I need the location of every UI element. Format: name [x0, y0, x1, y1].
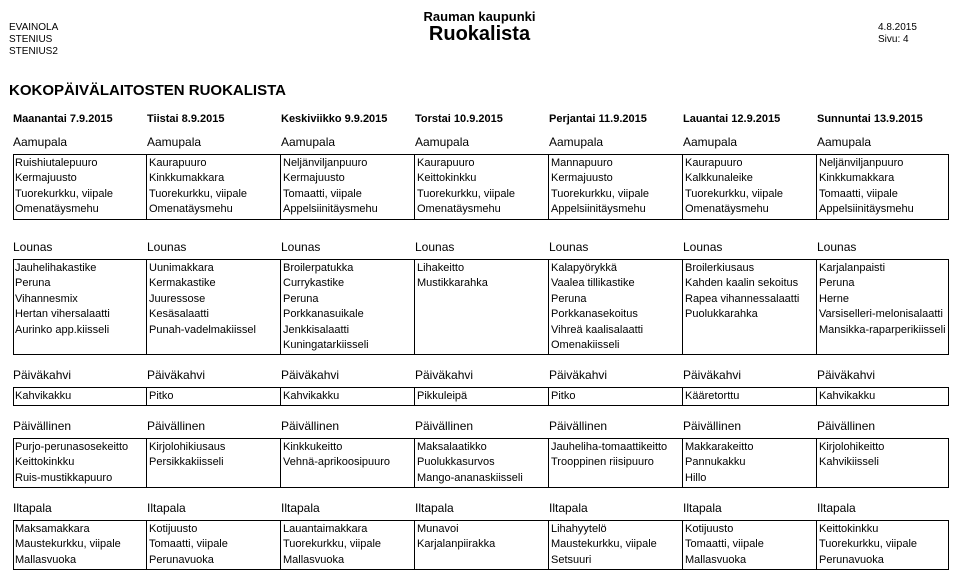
menu-item: Appelsiinitäysmehu	[283, 203, 378, 216]
meal-label: Päiväkahvi	[147, 368, 206, 382]
day-header: Lauantai 12.9.2015	[683, 113, 781, 125]
menu-item: Kahvikakku	[283, 390, 340, 402]
menu-item: Pikkuleipä	[417, 390, 468, 402]
menu-item: Juuressose	[149, 292, 206, 305]
meal-label: Aamupala	[13, 135, 68, 149]
menu-item: Vehnä-aprikoosipuuro	[283, 456, 391, 469]
menu-item: Peruna	[551, 292, 587, 305]
meal-grid	[13, 520, 949, 570]
menu-item: Kermajuusto	[551, 172, 613, 185]
meal-label: Aamupala	[415, 135, 470, 149]
menu-item: Tuorekurkku, viipale	[417, 187, 516, 200]
org-name: Rauman kaupunki	[423, 9, 536, 24]
menu-item: Munavoi	[417, 523, 459, 535]
meal-label: Päivällinen	[13, 419, 72, 433]
menu-item: Tuorekurkku, viipale	[685, 187, 784, 200]
document-title: Ruokalista	[428, 23, 531, 45]
day-header: Sunnuntai 13.9.2015	[817, 113, 923, 125]
page-number: Sivu: 4	[878, 34, 909, 45]
meal-grid	[13, 259, 949, 355]
column-divider	[682, 155, 683, 219]
menu-item: Maustekurkku, viipale	[15, 538, 121, 551]
menu-item: Kahvikakku	[819, 390, 876, 402]
menu-item: Jauheliha-tomaattikeitto	[551, 441, 668, 453]
column-divider	[146, 260, 147, 354]
meal-label: Lounas	[281, 240, 321, 254]
menu-item: Porkkanasuikale	[283, 308, 364, 321]
menu-item: Kaurapuuro	[685, 157, 743, 169]
menu-item: Ruis-mustikkapuuro	[15, 471, 113, 484]
menu-item: Mansikka-raparperikiisseli	[819, 323, 946, 336]
column-divider	[682, 521, 683, 569]
menu-item: Kermajuusto	[15, 172, 77, 185]
menu-item: Tomaatti, viipale	[283, 187, 362, 200]
menu-item: Tuorekurkku, viipale	[283, 538, 382, 551]
meal-label: Päivällinen	[549, 419, 608, 433]
menu-item: Puolukkarahka	[685, 308, 758, 321]
meal-grid	[13, 154, 949, 220]
meal-label: Päiväkahvi	[683, 368, 742, 382]
menu-item: Punah-vadelmakiissel	[149, 323, 256, 336]
menu-item: Kirjolohikeitto	[819, 441, 885, 453]
menu-item: Omenatäysmehu	[685, 203, 769, 216]
meal-label: Päiväkahvi	[415, 368, 474, 382]
column-divider	[682, 388, 683, 405]
column-divider	[280, 155, 281, 219]
day-header: Tiistai 8.9.2015	[147, 113, 225, 125]
menu-item: Mannapuuro	[551, 157, 613, 169]
meal-label: Päivällinen	[817, 419, 876, 433]
menu-item: Omenakiisseli	[551, 339, 620, 351]
meal-label: Päivällinen	[415, 419, 474, 433]
menu-item: Rapea vihannessalaatti	[685, 292, 800, 305]
menu-item: Hillo	[685, 471, 707, 484]
menu-item: Kotijuusto	[149, 523, 198, 535]
column-divider	[414, 439, 415, 487]
header-location: STENIUS2	[9, 46, 58, 57]
menu-item: Vihreä kaalisalaatti	[551, 323, 644, 336]
column-divider	[280, 388, 281, 405]
menu-item: Kaurapuuro	[149, 157, 207, 169]
column-divider	[548, 260, 549, 354]
meal-label: Päiväkahvi	[13, 368, 72, 382]
menu-item: Kermakastike	[149, 277, 216, 290]
menu-item: Keittokinkku	[819, 523, 879, 535]
menu-item: Broilerpatukka	[283, 262, 354, 274]
menu-item: Tomaatti, viipale	[149, 538, 228, 551]
menu-item: Currykastike	[283, 277, 345, 290]
menu-item: Aurinko app.kiisseli	[15, 323, 110, 336]
menu-item: Lauantaimakkara	[283, 523, 368, 535]
menu-item: Omenatäysmehu	[149, 203, 233, 216]
menu-item: Kinkkukeitto	[283, 441, 343, 453]
menu-item: Kahvikakku	[15, 390, 72, 402]
menu-item: Puolukkasurvos	[417, 456, 495, 469]
menu-item: Mallasvuoka	[15, 553, 77, 566]
column-divider	[816, 260, 817, 354]
menu-item: Broilerkiusaus	[685, 262, 755, 274]
menu-item: Lihakeitto	[417, 262, 465, 274]
day-header: Perjantai 11.9.2015	[549, 113, 647, 125]
menu-item: Makkarakeitto	[685, 441, 754, 453]
menu-item: Peruna	[15, 277, 51, 290]
menu-item: Uunimakkara	[149, 262, 214, 274]
column-divider	[146, 439, 147, 487]
meal-label: Iltapala	[13, 501, 52, 515]
menu-item: Kalkkunaleike	[685, 172, 753, 185]
menu-item: Hertan vihersalaatti	[15, 308, 110, 321]
meal-label: Lounas	[415, 240, 455, 254]
menu-item: Mango-ananaskiisseli	[417, 471, 523, 484]
menu-item: Neljänviljanpuuro	[283, 157, 368, 169]
menu-item: Ruishiutalepuuro	[15, 157, 98, 169]
menu-item: Kuningatarkiisseli	[283, 339, 369, 351]
menu-item: Kinkkumakkara	[149, 172, 225, 185]
menu-item: Mustikkarahka	[417, 277, 488, 290]
print-date: 4.8.2015	[878, 22, 917, 33]
column-divider	[146, 155, 147, 219]
menu-item: Omenatäysmehu	[417, 203, 501, 216]
menu-item: Pitko	[551, 390, 576, 402]
menu-item: Varsiselleri-melonisalaatti	[819, 308, 943, 321]
menu-item: Maksamakkara	[15, 523, 90, 535]
column-divider	[280, 521, 281, 569]
meal-grid	[13, 438, 949, 488]
header-location: EVAINOLA	[9, 22, 59, 33]
column-divider	[682, 439, 683, 487]
menu-item: Kahden kaalin sekoitus	[685, 277, 799, 290]
menu-item: Tuorekurkku, viipale	[819, 538, 918, 551]
meal-label: Aamupala	[549, 135, 604, 149]
column-divider	[816, 521, 817, 569]
menu-item: Karjalanpiirakka	[417, 538, 496, 551]
meal-label: Iltapala	[147, 501, 186, 515]
meal-label: Aamupala	[683, 135, 738, 149]
menu-item: Mallasvuoka	[685, 553, 747, 566]
column-divider	[280, 439, 281, 487]
meal-grid	[13, 387, 949, 406]
meal-label: Päivällinen	[147, 419, 206, 433]
menu-item: Tomaatti, viipale	[685, 538, 764, 551]
menu-item: Kotijuusto	[685, 523, 734, 535]
meal-label: Lounas	[817, 240, 857, 254]
meal-label: Aamupala	[147, 135, 202, 149]
meal-label: Päivällinen	[683, 419, 742, 433]
menu-item: Jauhelihakastike	[15, 262, 97, 274]
menu-item: Appelsiinitäysmehu	[819, 203, 914, 216]
column-divider	[548, 439, 549, 487]
menu-item: Maustekurkku, viipale	[551, 538, 657, 551]
meal-label: Päiväkahvi	[281, 368, 340, 382]
menu-item: Lihahyytelö	[551, 523, 607, 535]
day-header: Keskiviikko 9.9.2015	[281, 113, 388, 125]
column-divider	[816, 155, 817, 219]
menu-item: Trooppinen riisipuuro	[551, 456, 654, 469]
meal-label: Aamupala	[817, 135, 872, 149]
menu-item: Vihannesmix	[15, 292, 78, 305]
column-divider	[816, 388, 817, 405]
menu-item: Omenatäysmehu	[15, 203, 99, 216]
menu-item: Kalapyörykkä	[551, 262, 618, 274]
column-divider	[548, 388, 549, 405]
column-divider	[414, 260, 415, 354]
day-header: Torstai 10.9.2015	[415, 113, 503, 125]
menu-item: Kääretorttu	[685, 390, 740, 402]
meal-label: Iltapala	[281, 501, 320, 515]
menu-item: Kirjolohikiusaus	[149, 441, 226, 453]
meal-label: Iltapala	[549, 501, 588, 515]
menu-item: Maksalaatikko	[417, 441, 487, 453]
meal-label: Lounas	[147, 240, 187, 254]
menu-item: Kermajuusto	[283, 172, 345, 185]
header-location: STENIUS	[9, 34, 53, 45]
menu-item: Pannukakku	[685, 456, 746, 469]
menu-item: Setsuuri	[551, 553, 592, 566]
menu-item: Neljänviljanpuuro	[819, 157, 904, 169]
menu-item: Kinkkumakkara	[819, 172, 895, 185]
menu-item: Kahvikiisseli	[819, 456, 879, 469]
menu-item: Kaurapuuro	[417, 157, 475, 169]
column-divider	[682, 260, 683, 354]
menu-item: Herne	[819, 292, 849, 305]
menu-item: Porkkanasekoitus	[551, 308, 638, 321]
menu-item: Perunavuoka	[819, 553, 884, 566]
menu-item: Pitko	[149, 390, 174, 402]
meal-label: Päiväkahvi	[817, 368, 876, 382]
column-divider	[548, 521, 549, 569]
menu-item: Kesäsalaatti	[149, 308, 209, 321]
column-divider	[548, 155, 549, 219]
menu-item: Karjalanpaisti	[819, 262, 886, 274]
column-divider	[414, 388, 415, 405]
meal-label: Lounas	[683, 240, 723, 254]
column-divider	[280, 260, 281, 354]
meal-label: Lounas	[13, 240, 53, 254]
menu-item: Jenkkisalaatti	[283, 323, 350, 336]
menu-item: Tomaatti, viipale	[819, 187, 898, 200]
meal-label: Päiväkahvi	[549, 368, 608, 382]
column-divider	[414, 521, 415, 569]
menu-item: Purjo-perunasosekeitto	[15, 441, 129, 453]
column-divider	[146, 521, 147, 569]
menu-item: Tuorekurkku, viipale	[149, 187, 248, 200]
menu-item: Tuorekurkku, viipale	[551, 187, 650, 200]
menu-item: Keittokinkku	[15, 456, 75, 469]
day-header: Maanantai 7.9.2015	[13, 113, 113, 125]
meal-label: Lounas	[549, 240, 589, 254]
header-meta	[878, 22, 917, 46]
meal-label: Iltapala	[683, 501, 722, 515]
menu-item: Keittokinkku	[417, 172, 477, 185]
column-divider	[816, 439, 817, 487]
column-divider	[414, 155, 415, 219]
menu-item: Vaalea tillikastike	[551, 277, 635, 290]
menu-item: Peruna	[283, 292, 319, 305]
menu-item: Tuorekurkku, viipale	[15, 187, 114, 200]
menu-item: Mallasvuoka	[283, 553, 345, 566]
menu-item: Persikkakiisseli	[149, 456, 224, 469]
meal-label: Päivällinen	[281, 419, 340, 433]
column-divider	[146, 388, 147, 405]
menu-item: Appelsiinitäysmehu	[551, 203, 646, 216]
meal-label: Iltapala	[817, 501, 856, 515]
meal-label: Aamupala	[281, 135, 336, 149]
meal-label: Iltapala	[415, 501, 454, 515]
menu-item: Perunavuoka	[149, 553, 214, 566]
page-title: KOKOPÄIVÄLAITOSTEN RUOKALISTA	[9, 82, 286, 99]
menu-item: Peruna	[819, 277, 855, 290]
